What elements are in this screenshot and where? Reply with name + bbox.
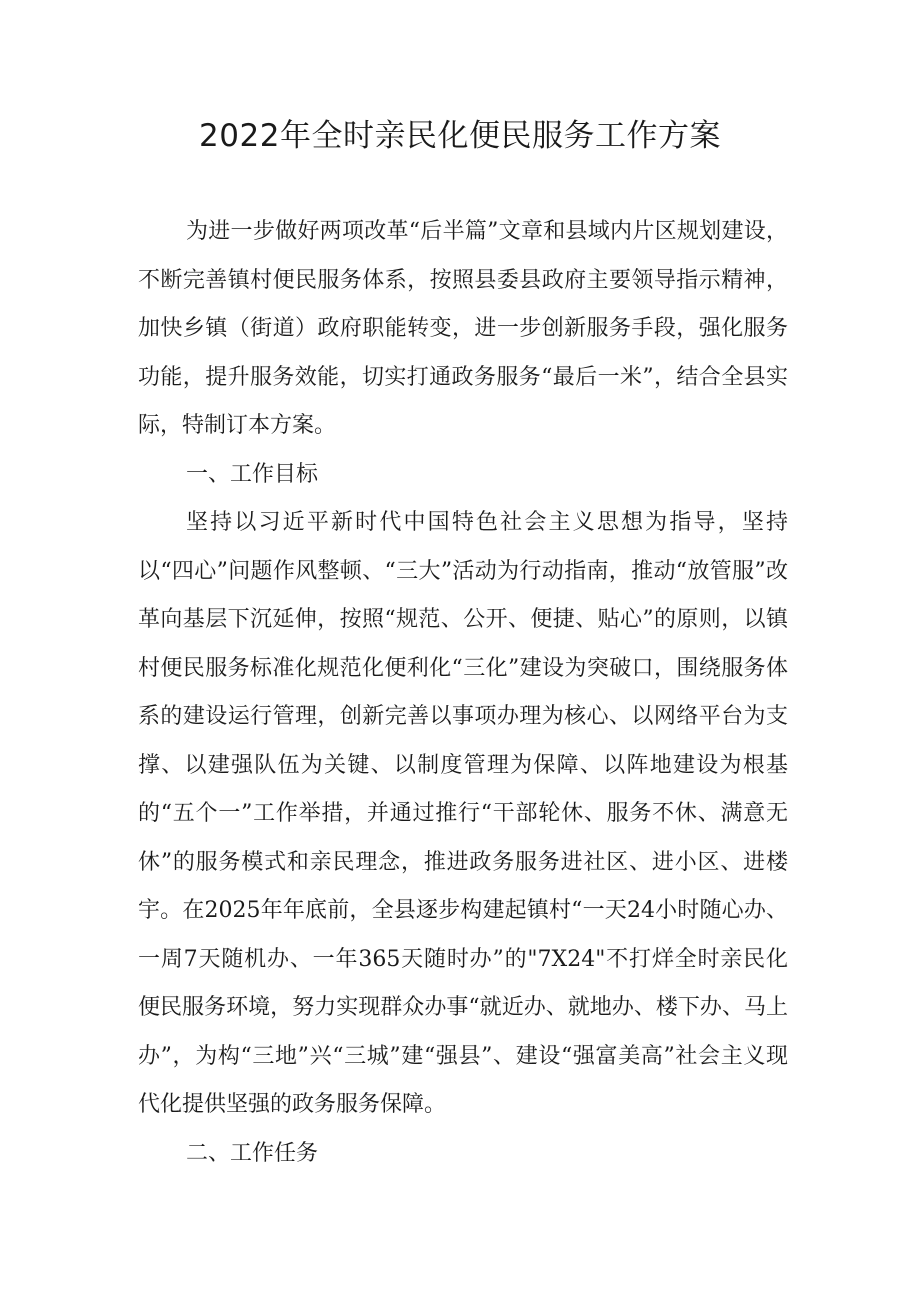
document-body [138, 208, 788, 1178]
goals-paragraph: 坚持以习近平新时代中国特色社会主义思想为指导，坚持以“四心”问题作风整顿、“三大”活动为行动指南，推动“放管服”改革向基层下沉延伸，按照“规范、公开、便捷、贴心”的原则，以镇村便民服务标准化规范化便利化“三化”建设为突破口，围绕服务体系的建设运行管理，创新完善以事项办理为核心、以网络平台为支撑、以建强队伍为关键、以制度管理为保障、以阵地建设为根基的“五个一”工作举措，并通过推行“干部轮休、服务不休、满意无休”的服务模式和亲民理念，推进政务服务进社区、进小区、进楼宇。在2025年年底前，全县逐步构建起镇村“一天24小时随心办、一周7天随机办、一年365天随时办”的"7X24"不打烊全时亲民化便民服务环境，努力实现群众办事“就近办、就地办、楼下办、马上办”，为构“三地”兴“三城”建“强县”、建设“强富美高”社会主义现代化提供坚强的政务服务保障。 [138, 510, 788, 1117]
section-heading-tasks: 二、工作任务 [186, 1140, 319, 1166]
intro-paragraph: 为进一步做好两项改革“后半篇”文章和县域内片区规划建设，不断完善镇村便民服务体系，按照县委县政府主要领导指示精神，加快乡镇（街道）政府职能转变，进一步创新服务手段，强化服务功能，提升服务效能，切实打通政务服务“最后一米”，结合全县实际，特制订本方案。 [138, 219, 788, 438]
section-heading-goals: 一、工作目标 [186, 461, 319, 487]
document-title: 2022年全时亲民化便民服务工作方案 [199, 118, 721, 154]
